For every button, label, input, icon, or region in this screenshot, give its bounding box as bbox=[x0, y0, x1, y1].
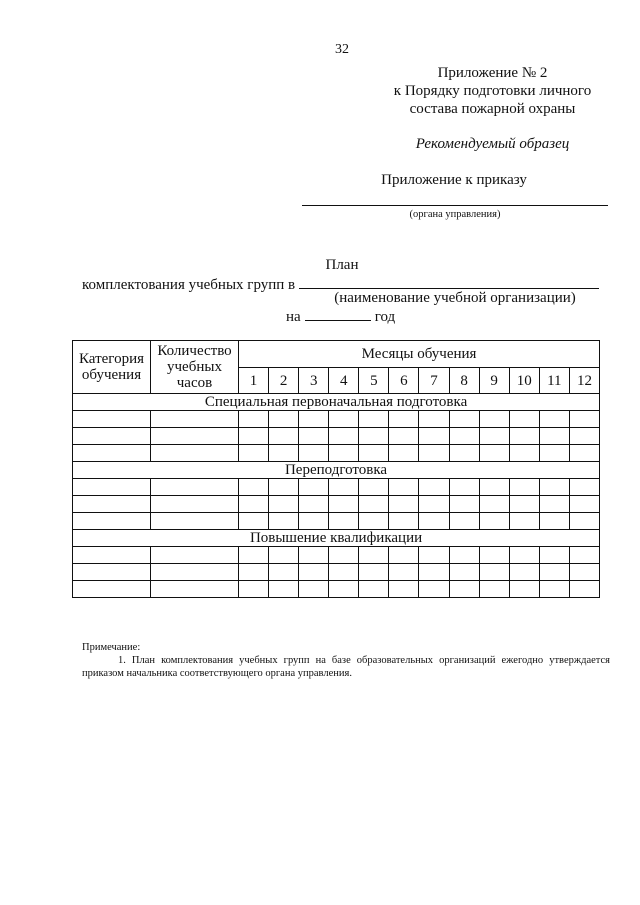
table-cell bbox=[569, 564, 599, 581]
table-cell bbox=[569, 411, 599, 428]
table-cell bbox=[239, 411, 269, 428]
table-cell bbox=[329, 479, 359, 496]
table-cell bbox=[299, 411, 329, 428]
month-header: 8 bbox=[449, 368, 479, 394]
table-cell bbox=[299, 428, 329, 445]
table-cell bbox=[73, 564, 151, 581]
table-cell bbox=[73, 411, 151, 428]
table-cell bbox=[269, 564, 299, 581]
table-cell bbox=[299, 479, 329, 496]
table-row bbox=[73, 513, 600, 530]
table-cell bbox=[73, 445, 151, 462]
table-cell bbox=[539, 428, 569, 445]
table-cell bbox=[329, 513, 359, 530]
order-line-caption: (органа управления) bbox=[409, 209, 501, 220]
table-cell bbox=[299, 547, 329, 564]
year-suffix: год bbox=[374, 309, 396, 325]
month-header: 11 bbox=[539, 368, 569, 394]
table-cell bbox=[239, 445, 269, 462]
table-cell bbox=[509, 479, 539, 496]
table-cell bbox=[389, 479, 419, 496]
table-cell bbox=[449, 513, 479, 530]
table-cell bbox=[419, 564, 449, 581]
note-title: Примечание: bbox=[82, 642, 141, 653]
table-cell bbox=[359, 513, 389, 530]
recommended-sample-label: Рекомендуемый образец bbox=[415, 136, 570, 152]
table-cell bbox=[151, 445, 239, 462]
table-row bbox=[73, 496, 600, 513]
year-prefix: на bbox=[286, 309, 301, 325]
section-title: Повышение квалификации bbox=[73, 530, 600, 547]
table-cell bbox=[151, 479, 239, 496]
month-header: 6 bbox=[389, 368, 419, 394]
table-row bbox=[73, 547, 600, 564]
plan-organization-text: комплектования учебных групп в bbox=[82, 277, 296, 293]
table-cell bbox=[269, 479, 299, 496]
table-cell bbox=[389, 564, 419, 581]
table-cell bbox=[419, 513, 449, 530]
table-cell bbox=[239, 428, 269, 445]
order-signature-line bbox=[302, 205, 608, 206]
section-title: Специальная первоначальная подготовка bbox=[73, 394, 600, 411]
table-cell bbox=[151, 564, 239, 581]
table-cell bbox=[299, 581, 329, 598]
table-row bbox=[73, 411, 600, 428]
table-cell bbox=[479, 445, 509, 462]
table-cell bbox=[449, 445, 479, 462]
table-cell bbox=[239, 513, 269, 530]
table-cell bbox=[299, 513, 329, 530]
table-cell bbox=[269, 411, 299, 428]
table-cell bbox=[299, 564, 329, 581]
table-cell bbox=[359, 564, 389, 581]
table-cell bbox=[389, 547, 419, 564]
table-cell bbox=[359, 428, 389, 445]
table-cell bbox=[479, 564, 509, 581]
table-cell bbox=[359, 411, 389, 428]
plan-title: План bbox=[325, 257, 359, 273]
table-cell bbox=[299, 496, 329, 513]
month-header: 7 bbox=[419, 368, 449, 394]
table-cell bbox=[479, 513, 509, 530]
table-cell bbox=[539, 479, 569, 496]
table-cell bbox=[329, 564, 359, 581]
table-cell bbox=[479, 496, 509, 513]
table-cell bbox=[73, 479, 151, 496]
month-header: 9 bbox=[479, 368, 509, 394]
table-cell bbox=[329, 581, 359, 598]
table-cell bbox=[479, 547, 509, 564]
plan-organization-caption: (наименование учебной организации) bbox=[334, 290, 576, 306]
table-cell bbox=[151, 581, 239, 598]
table-cell bbox=[449, 564, 479, 581]
table-cell bbox=[389, 445, 419, 462]
table-cell bbox=[151, 496, 239, 513]
table-cell bbox=[539, 513, 569, 530]
table-cell bbox=[419, 411, 449, 428]
table-cell bbox=[509, 547, 539, 564]
table-cell bbox=[569, 581, 599, 598]
month-header: 2 bbox=[269, 368, 299, 394]
table-cell bbox=[509, 496, 539, 513]
table-cell bbox=[569, 496, 599, 513]
table-cell bbox=[239, 479, 269, 496]
table-cell bbox=[419, 428, 449, 445]
table-cell bbox=[299, 445, 329, 462]
table-cell bbox=[239, 547, 269, 564]
table-row bbox=[73, 581, 600, 598]
table-cell bbox=[509, 445, 539, 462]
table-cell bbox=[479, 479, 509, 496]
table-cell bbox=[389, 496, 419, 513]
plan-year-line bbox=[286, 308, 395, 326]
month-header: 10 bbox=[509, 368, 539, 394]
table-cell bbox=[151, 513, 239, 530]
table-cell bbox=[509, 581, 539, 598]
note-text: 1. План комплектования учебных групп на базе образовательных организаций ежегодно утверждается приказом начальника соответствующего органа управления. bbox=[82, 655, 610, 679]
organization-blank bbox=[299, 276, 599, 289]
order-appendix-title: Приложение к приказу bbox=[381, 172, 527, 188]
table-cell bbox=[449, 496, 479, 513]
month-header: 5 bbox=[359, 368, 389, 394]
table-cell bbox=[73, 496, 151, 513]
table-cell bbox=[419, 581, 449, 598]
section-title: Переподготовка bbox=[73, 462, 600, 479]
table-cell bbox=[569, 513, 599, 530]
table-cell bbox=[151, 411, 239, 428]
table-cell bbox=[449, 547, 479, 564]
table-cell bbox=[359, 479, 389, 496]
table-cell bbox=[239, 564, 269, 581]
table-cell bbox=[269, 513, 299, 530]
month-header: 3 bbox=[299, 368, 329, 394]
table-cell bbox=[449, 411, 479, 428]
table-cell bbox=[73, 513, 151, 530]
table-cell bbox=[539, 547, 569, 564]
appendix-line-3: состава пожарной охраны bbox=[409, 101, 576, 117]
table-cell bbox=[419, 547, 449, 564]
appendix-line-1: Приложение № 2 bbox=[437, 65, 548, 81]
table-cell bbox=[269, 428, 299, 445]
training-groups-table bbox=[72, 340, 600, 598]
table-cell bbox=[389, 581, 419, 598]
year-blank bbox=[305, 308, 371, 321]
table-row bbox=[73, 564, 600, 581]
table-cell bbox=[479, 581, 509, 598]
month-header: 4 bbox=[329, 368, 359, 394]
table-cell bbox=[151, 547, 239, 564]
table-cell bbox=[509, 513, 539, 530]
table-cell bbox=[389, 513, 419, 530]
table-cell bbox=[269, 581, 299, 598]
header-category: Категория обучения bbox=[73, 341, 151, 394]
table-cell bbox=[509, 564, 539, 581]
month-header: 1 bbox=[239, 368, 269, 394]
table-cell bbox=[73, 581, 151, 598]
table-cell bbox=[449, 581, 479, 598]
table-cell bbox=[569, 479, 599, 496]
table-cell bbox=[329, 496, 359, 513]
table-cell bbox=[509, 411, 539, 428]
header-hours: Количество учебных часов bbox=[151, 341, 239, 394]
table-cell bbox=[329, 428, 359, 445]
table-cell bbox=[479, 428, 509, 445]
table-row bbox=[73, 445, 600, 462]
table-cell bbox=[73, 547, 151, 564]
month-header: 12 bbox=[569, 368, 599, 394]
header-months: Месяцы обучения bbox=[239, 341, 600, 368]
table-cell bbox=[359, 445, 389, 462]
table-cell bbox=[569, 547, 599, 564]
table-cell bbox=[569, 445, 599, 462]
table-row bbox=[73, 428, 600, 445]
table-cell bbox=[359, 547, 389, 564]
appendix-header bbox=[380, 64, 605, 118]
table-cell bbox=[239, 496, 269, 513]
table-cell bbox=[419, 479, 449, 496]
table-cell bbox=[419, 445, 449, 462]
table-cell bbox=[359, 496, 389, 513]
table-cell bbox=[539, 411, 569, 428]
appendix-line-2: к Порядку подготовки личного bbox=[393, 83, 592, 99]
table-cell bbox=[539, 445, 569, 462]
table-cell bbox=[539, 564, 569, 581]
table-cell bbox=[73, 428, 151, 445]
table-cell bbox=[239, 581, 269, 598]
table-cell bbox=[269, 547, 299, 564]
table-cell bbox=[329, 445, 359, 462]
table-cell bbox=[359, 581, 389, 598]
table-cell bbox=[329, 411, 359, 428]
table-cell bbox=[539, 581, 569, 598]
table-cell bbox=[449, 479, 479, 496]
table-cell bbox=[151, 428, 239, 445]
table-cell bbox=[269, 445, 299, 462]
table-cell bbox=[569, 428, 599, 445]
page-number: 32 bbox=[335, 42, 349, 57]
table-cell bbox=[479, 411, 509, 428]
table-cell bbox=[269, 496, 299, 513]
table-cell bbox=[389, 428, 419, 445]
table-cell bbox=[329, 547, 359, 564]
table-cell bbox=[419, 496, 449, 513]
table-cell bbox=[389, 411, 419, 428]
table-row bbox=[73, 479, 600, 496]
table-cell bbox=[539, 496, 569, 513]
table-cell bbox=[449, 428, 479, 445]
table-cell bbox=[509, 428, 539, 445]
